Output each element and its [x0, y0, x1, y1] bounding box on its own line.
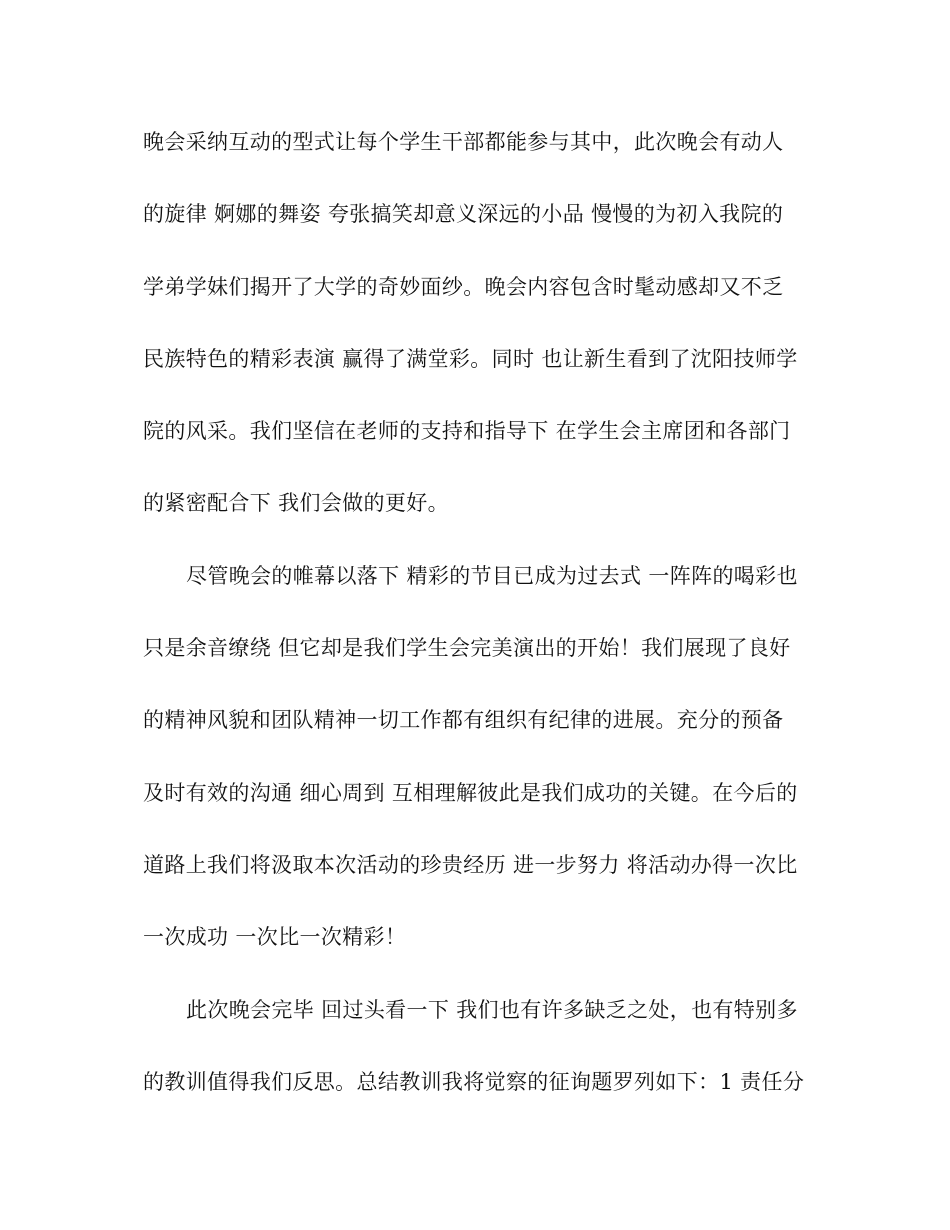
paragraph-first-line: 尽管晚会的帷幕以落下 精彩的节目已成为过去式 一阵阵的喝彩也 [186, 563, 798, 588]
text-line: 一次成功 一次比一次精彩！ [143, 925, 407, 950]
text-line: 的精神风貌和团队精神一切工作都有组织有纪律的进展。充分的预备 [143, 708, 784, 733]
body-text [143, 118, 813, 1130]
text-line: 的旋律 婀娜的舞姿 夸张搞笑却意义深远的小品 慢慢的为初入我院的 [143, 202, 784, 227]
text-line: 院的风采。我们坚信在老师的支持和指导下 在学生会主席团和各部门 [143, 419, 791, 444]
paragraph-first-line: 此次晚会完毕 回过头看一下 我们也有许多缺乏之处，也有特别多 [186, 997, 798, 1022]
text-line: 民族特色的精彩表演 赢得了满堂彩。同时 也让新生看到了沈阳技师学 [143, 346, 798, 371]
text-line: 只是余音缭绕 但它却是我们学生会完美演出的开始！我们展现了良好 [143, 636, 791, 661]
text-line: 的教训值得我们反思。总结教训我将觉察的征询题罗列如下：1 责任分 [143, 1069, 805, 1094]
text-line: 晚会采纳互动的型式让每个学生干部都能参与其中，此次晚会有动人 [143, 130, 784, 154]
text-line: 及时有效的沟通 细心周到 互相理解彼此是我们成功的关键。在今后的 [143, 780, 798, 805]
text-line: 的紧密配合下 我们会做的更好。 [143, 491, 449, 516]
text-line: 学弟学妹们揭开了大学的奇妙面纱。晚会内容包含时髦动感却又不乏 [143, 274, 784, 299]
text-line: 道路上我们将汲取本次活动的珍贵经历 进一步努力 将活动办得一次比 [143, 852, 798, 877]
